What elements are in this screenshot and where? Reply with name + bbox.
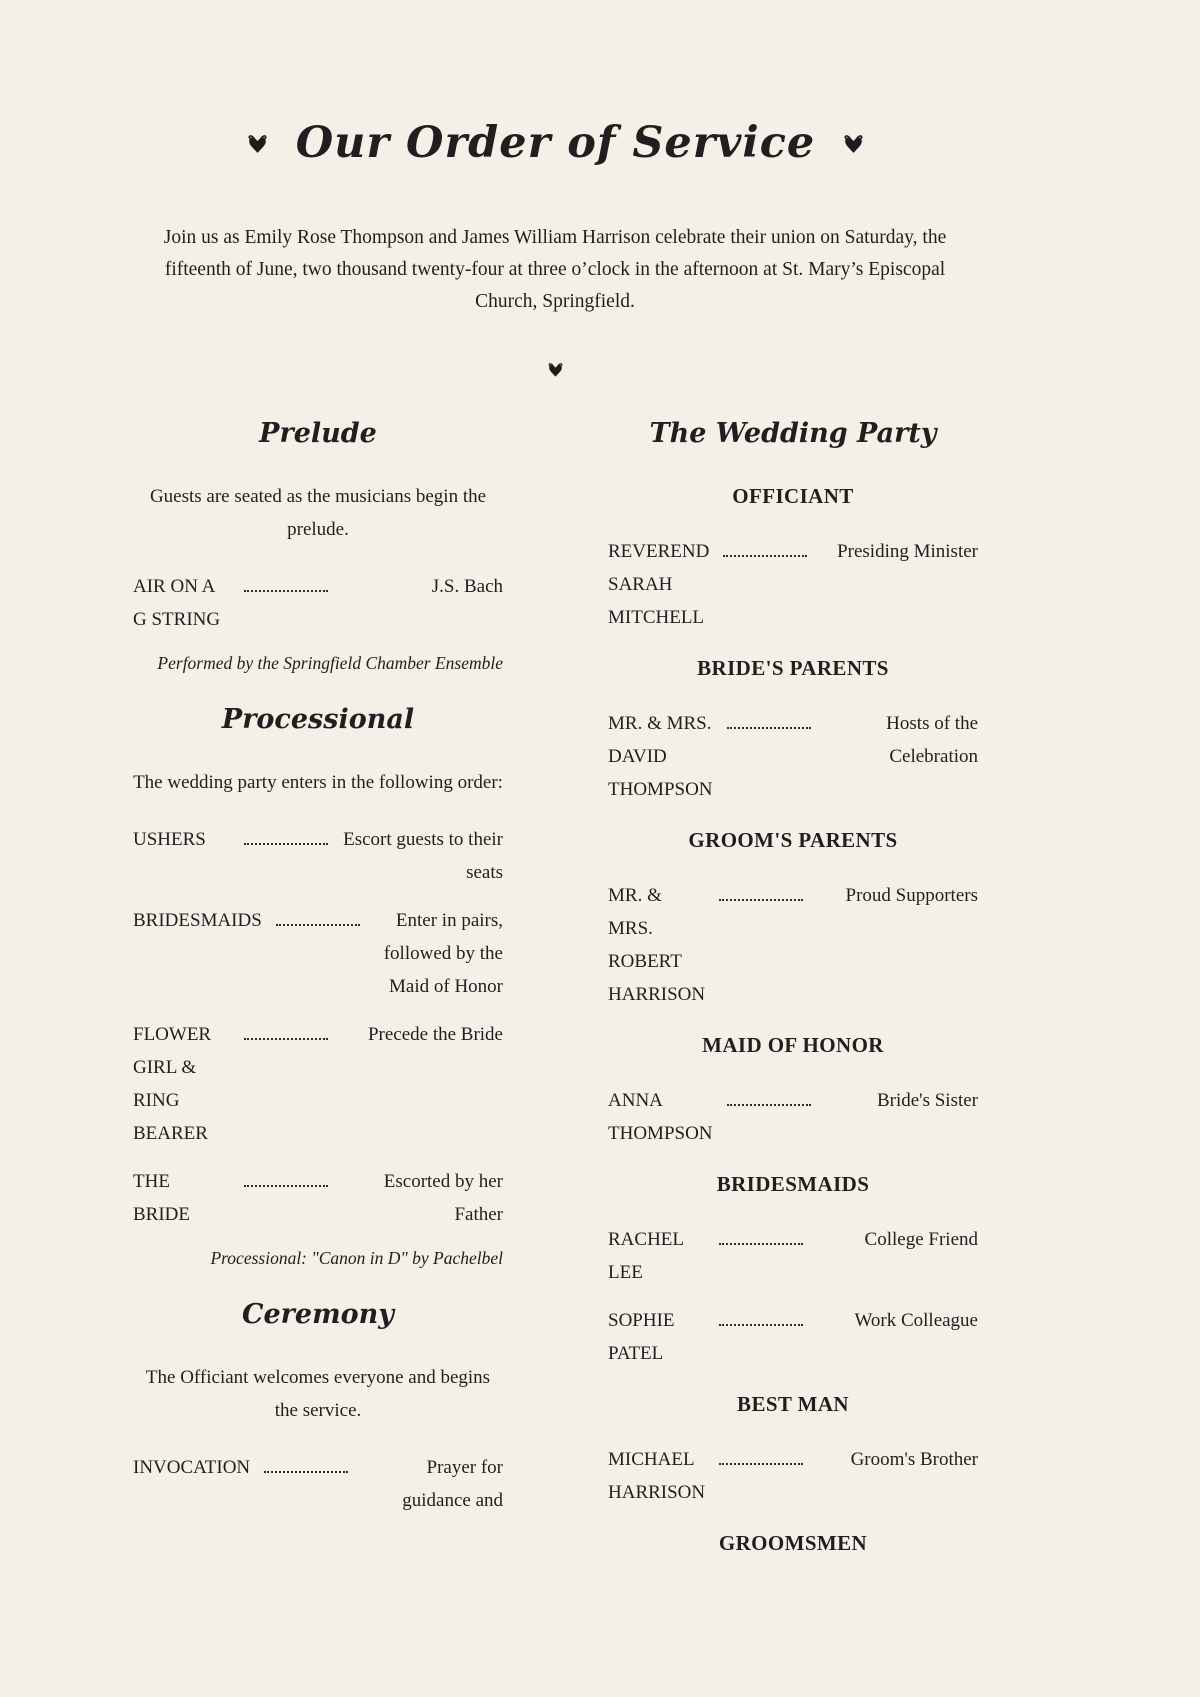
page-header xyxy=(133,118,978,168)
section-processional xyxy=(133,703,503,1270)
entry-role: Presiding Minister xyxy=(837,541,978,562)
item-detail: Precede the Bride xyxy=(367,1024,503,1045)
dotted-leader xyxy=(276,904,360,926)
dotted-leader xyxy=(244,1165,328,1187)
entry-role: Bride's Sister xyxy=(876,1090,978,1111)
entry-name: RACHEL LEE xyxy=(608,1229,684,1283)
group-brides-parents xyxy=(608,652,978,806)
dotted-leader xyxy=(723,535,807,557)
heart-flourish-icon xyxy=(841,131,866,156)
item-label: INVOCATION xyxy=(133,1457,251,1478)
section-note: Processional: "Canon in D" by Pachelbel xyxy=(210,1248,503,1268)
group-maid-of-honor xyxy=(608,1029,978,1150)
group-title: BEST MAN xyxy=(737,1392,849,1416)
dotted-leader xyxy=(719,1304,803,1326)
group-title: GROOM'S PARENTS xyxy=(688,828,898,852)
dotted-leader xyxy=(727,1084,811,1106)
entry-name: MR. & MRS. ROBERT HARRISON xyxy=(608,885,706,1005)
entry-name: SOPHIE PATEL xyxy=(608,1310,675,1364)
program-item xyxy=(133,1018,503,1150)
dotted-leader xyxy=(244,1018,328,1040)
program-item xyxy=(133,904,503,1003)
item-detail: Enter in pairs, followed by the Maid of Honor xyxy=(383,910,503,997)
entry-name: MR. & MRS. DAVID THOMPSON xyxy=(608,713,713,800)
dotted-leader xyxy=(719,1443,803,1465)
entry-role: Hosts of the Celebration xyxy=(886,713,978,767)
group-best-man xyxy=(608,1388,978,1509)
entry-role: Proud Supporters xyxy=(845,885,978,906)
section-heading: Ceremony xyxy=(242,1299,394,1330)
group-groomsmen xyxy=(608,1527,978,1560)
party-entry xyxy=(608,879,978,1011)
group-title: GROOMSMEN xyxy=(718,1531,868,1555)
wedding-party-column xyxy=(608,403,978,1582)
intro-paragraph: Join us as Emily Rose Thompson and James William Harrison celebrate their union on Saturday, the fifteenth of June, two thousand twenty-four at three o’clock in the afternoon at St. Mary’s Episcopal Church, Springfield. xyxy=(163,227,947,312)
dotted-leader xyxy=(264,1451,348,1473)
party-entry xyxy=(608,1304,978,1370)
section-ceremony xyxy=(133,1298,503,1517)
section-note: Performed by the Springfield Chamber Ensemble xyxy=(157,653,503,673)
item-detail: Escort guests to their seats xyxy=(343,829,503,883)
group-title: OFFICIANT xyxy=(732,484,854,508)
party-entry xyxy=(608,1223,978,1289)
section-description: The wedding party enters in the following order: xyxy=(133,772,503,793)
group-title: MAID OF HONOR xyxy=(702,1033,884,1057)
party-entry xyxy=(608,1443,978,1509)
item-label: AIR ON A G STRING xyxy=(133,576,221,630)
party-entry xyxy=(608,535,978,634)
program-item xyxy=(133,570,503,636)
group-officiant xyxy=(608,480,978,634)
group-title: BRIDESMAIDS xyxy=(716,1172,870,1196)
item-detail: Prayer for guidance and xyxy=(402,1457,503,1511)
item-label: BRIDESMAIDS xyxy=(133,910,262,931)
entry-name: MICHAEL HARRISON xyxy=(608,1449,706,1503)
heart-flourish-icon xyxy=(546,360,565,379)
section-heading: Prelude xyxy=(259,418,377,449)
heart-flourish-icon xyxy=(245,131,270,156)
group-title: BRIDE'S PARENTS xyxy=(697,656,889,680)
entry-role: Groom's Brother xyxy=(850,1449,978,1470)
column-heading: The Wedding Party xyxy=(649,418,937,449)
program-item xyxy=(133,823,503,889)
entry-name: REVEREND SARAH MITCHELL xyxy=(608,541,710,628)
item-detail: J.S. Bach xyxy=(431,576,503,597)
section-heading: Processional xyxy=(221,704,415,735)
program-columns xyxy=(133,403,978,1582)
dotted-leader xyxy=(727,707,811,729)
item-label: FLOWER GIRL & RING BEARER xyxy=(133,1024,212,1144)
party-entry xyxy=(608,1084,978,1150)
dotted-leader xyxy=(719,1223,803,1245)
item-detail: Escorted by her Father xyxy=(383,1171,503,1225)
entry-role: College Friend xyxy=(864,1229,978,1250)
group-grooms-parents xyxy=(608,824,978,1011)
section-description: Guests are seated as the musicians begin the prelude. xyxy=(149,486,487,540)
dotted-leader xyxy=(719,879,803,901)
program-item xyxy=(133,1451,503,1517)
section-divider xyxy=(133,360,978,379)
program-item xyxy=(133,1165,503,1231)
entry-role: Work Colleague xyxy=(854,1310,978,1331)
item-label: THE BRIDE xyxy=(133,1171,190,1225)
entry-name: ANNA THOMPSON xyxy=(608,1090,713,1144)
order-of-events-column xyxy=(133,403,503,1582)
group-bridesmaids xyxy=(608,1168,978,1370)
page-title: Our Order of Service xyxy=(295,118,816,168)
party-entry xyxy=(608,707,978,806)
dotted-leader xyxy=(244,570,328,592)
item-label: USHERS xyxy=(133,829,206,850)
section-description: The Officiant welcomes everyone and begins the service. xyxy=(145,1367,491,1421)
section-prelude xyxy=(133,417,503,675)
dotted-leader xyxy=(244,823,328,845)
